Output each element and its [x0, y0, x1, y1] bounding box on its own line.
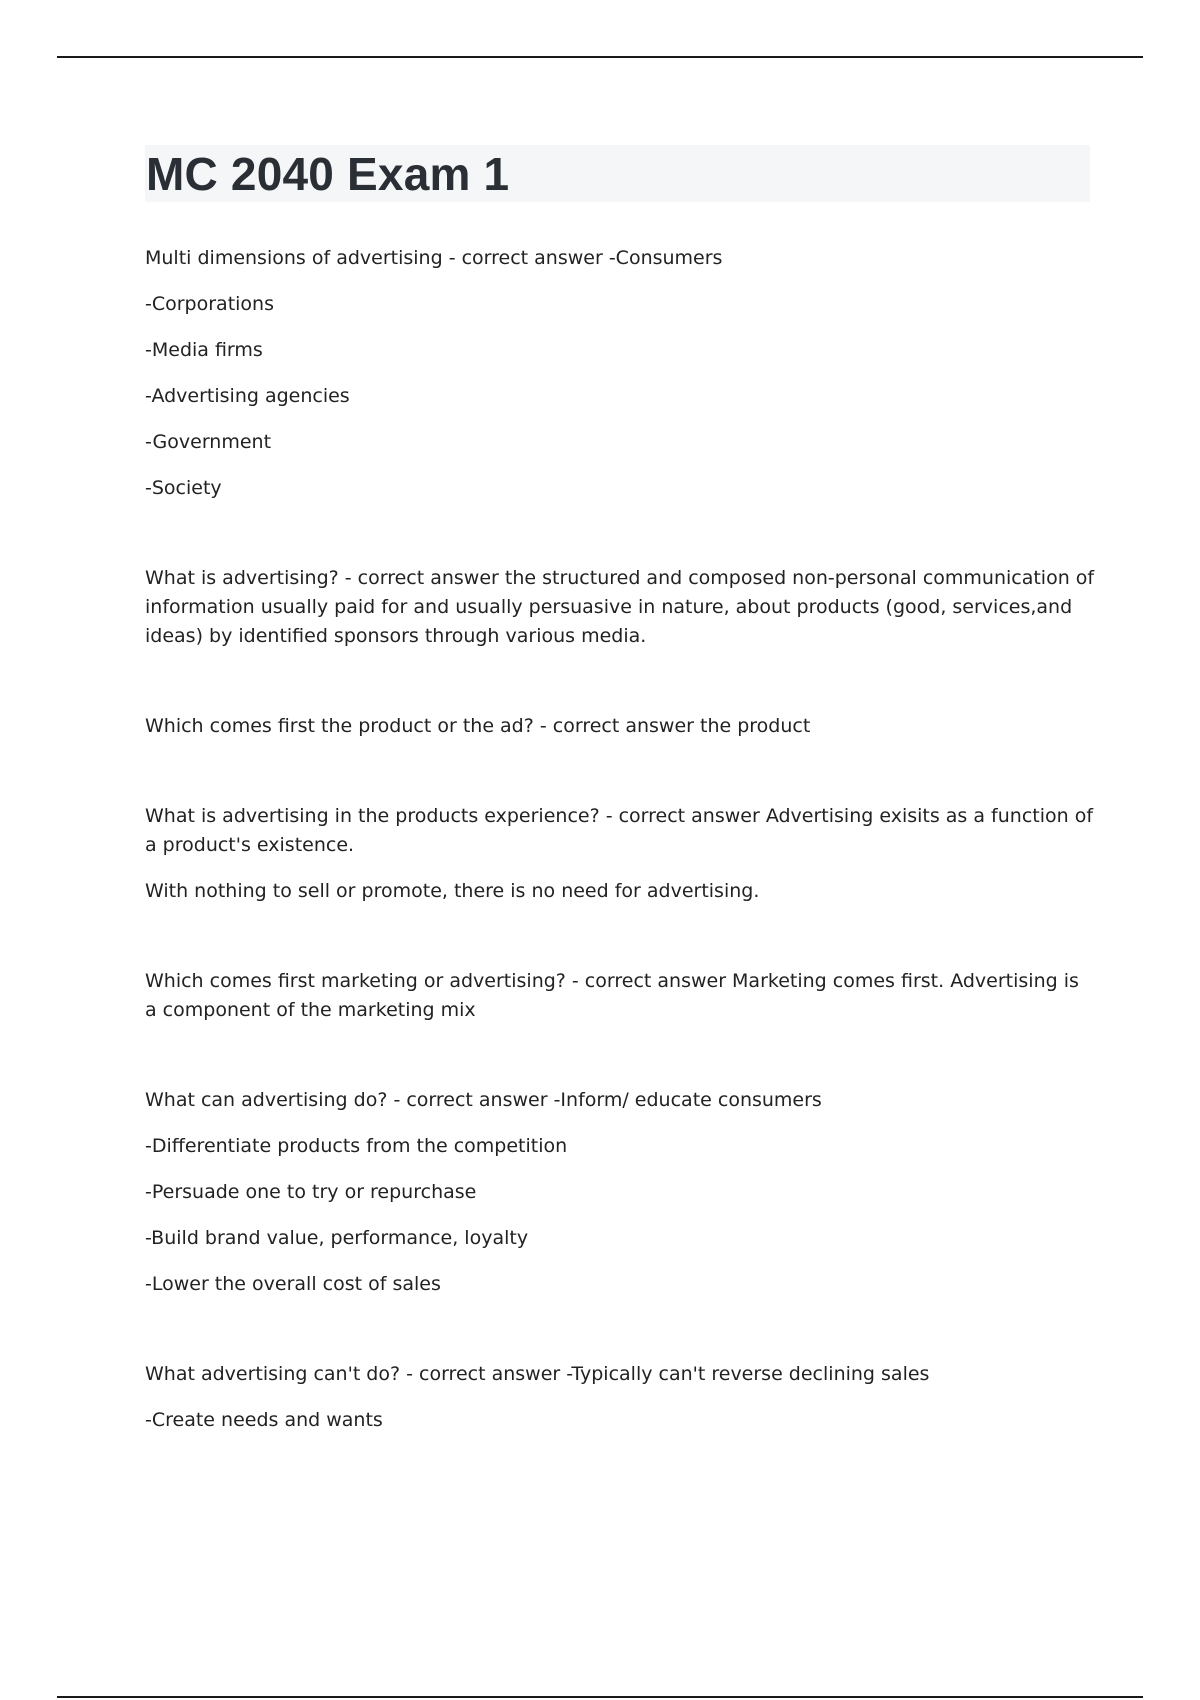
entry-text: -Government [145, 431, 272, 453]
qa-entry [145, 244, 1095, 503]
entry-text: Which comes first the product or the ad? - correct answer the product [145, 715, 811, 737]
entry-text: What can advertising do? - correct answer -Inform/ educate consumers [145, 1089, 822, 1111]
entry-text: What is advertising in the products experience? - correct answer Advertising exisits as a function of a product's existence. [145, 805, 1094, 856]
entry-text: -Differentiate products from the competition [145, 1135, 568, 1157]
entry-text: -Advertising agencies [145, 385, 350, 407]
entry-text: -Lower the overall cost of sales [145, 1273, 441, 1295]
bottom-divider [57, 1696, 1143, 1698]
qa-entry [145, 967, 1095, 1025]
entry-text: -Build brand value, performance, loyalty [145, 1227, 529, 1249]
page-title: MC 2040 Exam 1 [146, 148, 510, 200]
document-body [145, 244, 1095, 1435]
qa-entry [145, 802, 1095, 906]
entry-text: Which comes first marketing or advertising? - correct answer Marketing comes first. Advertising is a component of the marketing mix [145, 970, 1079, 1021]
entry-text: What is advertising? - correct answer the structured and composed non-personal communication of information usually paid for and usually persuasive in nature, about products (good, services,and ideas) by identified sponsors through various media. [145, 567, 1095, 647]
entry-text: With nothing to sell or promote, there is no need for advertising. [145, 880, 760, 902]
qa-entry [145, 1086, 1095, 1299]
entry-text: -Society [145, 477, 222, 499]
entry-text: Multi dimensions of advertising - correct answer -Consumers [145, 247, 723, 269]
qa-entry [145, 712, 1095, 741]
entry-text: -Media firms [145, 339, 263, 361]
entry-text: -Create needs and wants [145, 1409, 383, 1431]
qa-entry [145, 564, 1095, 651]
entry-text: -Corporations [145, 293, 274, 315]
top-divider [57, 56, 1143, 58]
entry-text: -Persuade one to try or repurchase [145, 1181, 477, 1203]
qa-entry [145, 1360, 1095, 1435]
entry-text: What advertising can't do? - correct answer -Typically can't reverse declining sales [145, 1363, 930, 1385]
